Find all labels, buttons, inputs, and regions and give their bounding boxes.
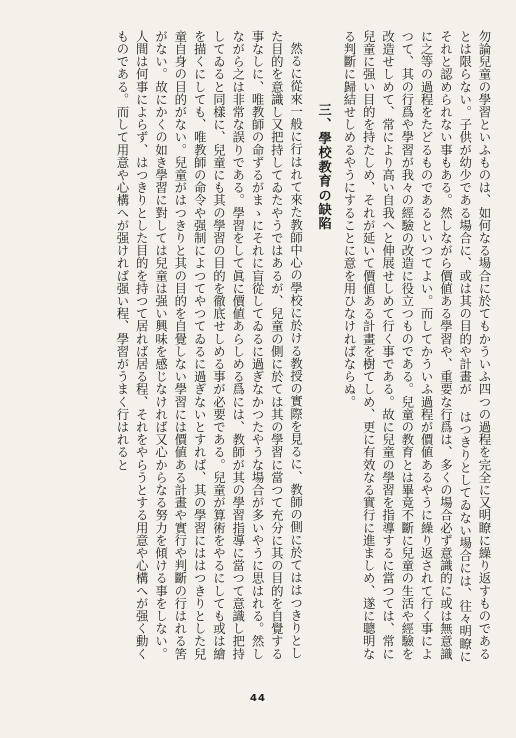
paragraph-previous-continued: 勿論兒童の學習といふものは、如何なる場合に於てもかういふ四つの過程を完全に又明瞭に繰り返すものであるとは限らない。子供が幼少である場合に、或は其の目的や計畫が はつきりとしてゐない場合には、往々明瞭にそれと認められない事もある。然しながら價値ある學習や、重要な行爲は、多くの場合必ず意識的に或は無意識に之等の過程をたどるものであるといつてよい。而してかういふ過程が價値あるやうに繰り返されて行く事によつて、其の行爲や學習が我々の經驗の改造に役立つものである。兒童の教育とは畢竟不斷に兒童の生活や經驗を改造せしめて、常により高い自我へと伸展せしめて行く事である。故に兒童の學習を指導するに當つては、常に兒童に强い目的を持たしめ、それが延いて價値ある計畫を樹てしめ、更に有效なる實行に進ましめ、遂に聰明なる判斷に歸結せしめるやうにすることに意を用ひなければならぬ。 — [341, 30, 492, 663]
vertical-text-body — [42, 30, 494, 666]
section-heading: 三、學校教育の缺陷 — [315, 102, 331, 231]
page-number: 44 — [250, 693, 266, 704]
paragraph-section-body: 然るに從來一般に行はれて來た教師中心の學校に於ける教授の實際を見るに、教師の側に於てははつきりとした目的を意識し又把持してゐたやうではあるが、兒童の側に於ては其の學習に當つて充分に其の目的を自覺する事なしに、唯教師の命ずるがまゝにそれに盲從してゐるに過ぎなかつたやうな場合が多いやうに思はれる。然しながら之は非常な誤りである。學習をして眞に價値あらしめる爲には、教師が其の學習指導に當つて意識し把持してゐると同樣に、兒童にも其の學習の目的を徹底せしめる事が必要である。兒童が算術をやるにしても或は繪を描くにしても、唯教師の命令や强制によつてやつてゐるに過ぎないとすれば、其の學習にははつきりとした兒童自身の目的がない。兒童がはつきりと其の目的を自覺しない學習には價値ある計畫や實行や判斷の行はれる筈がない。故にかくの如き學習に對しては兒童は强い興味を感じなければ又心からなる努力を傾ける事をしない。人間は何事によらず、はつきりとした目的を持つて居れば居る程、それをやらうとする用意や心構へが强く動くものである。而して用意や心構へが强ければ强い程、學習がうまく行はれると — [114, 30, 304, 660]
